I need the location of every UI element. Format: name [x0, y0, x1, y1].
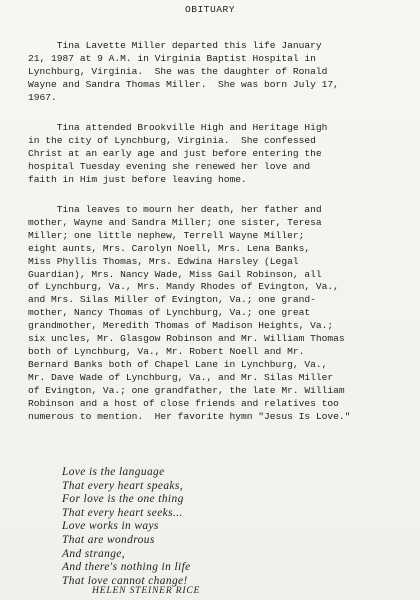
paragraph-survivors: Tina leaves to mourn her death, her father and mother, Wayne and Sandra Miller; one sister, Teresa Miller; one little nephew, Terrell Wayne Miller; eight aunts, Mrs. Carolyn Noell, Mrs. Lena Banks, Miss Phyllis Thomas, Mrs. Edwina Harsley (Legal Guardian), Mrs. Nancy Wade, Miss Gail Robinson, all of Lynchburg, Va., Mrs. Mandy Rhodes of Evington, Va., and Mrs. Silas Miller of Evington, Va.; one grand- mother, Nancy Thomas of Lynchburg, Va.; one great grandmother, Meredith Thomas of Madison Heights, Va.; six uncles, Mr. Glasgow Robinson and Mr. William Thomas both of Lynchburg, Va., Mr. Robert Noell and Mr. Bernard Banks both of Chapel Lane in Lynchburg, Va., Mr. Dave Wade of Lynchburg, Va., and Mr. Silas Miller of Evington, Va.; one grandfather, the late Mr. William Robinson and a host of close friends and relatives too numerous to mention. Her favorite hymn "Jesus Is Love." — [28, 204, 351, 422]
paragraph-birth-death: Tina Lavette Miller departed this life January 21, 1987 at 9 A.M. in Virginia Baptist Hospital in Lynchburg, Virginia. She was the daughter of Ronald Wayne and Sandra Thomas Miller. She was born July 17, 1967. — [28, 40, 339, 103]
paragraph-faith: Tina attended Brookville High and Heritage High in the city of Lynchburg, Virginia. She confessed Christ at an early age and just before entering the hospital Tuesday evening she renewed her love and faith in Him just before leaving home. — [28, 122, 328, 185]
poem-author: HELEN STEINER RICE — [92, 585, 201, 596]
page-title: OBITUARY — [184, 4, 236, 15]
poem: Love is the language That every heart speaks, For love is the one thing That every heart seeks... Love works in ways That are wondrous And strange, And there's nothing in life That love cannot change! — [62, 466, 191, 587]
